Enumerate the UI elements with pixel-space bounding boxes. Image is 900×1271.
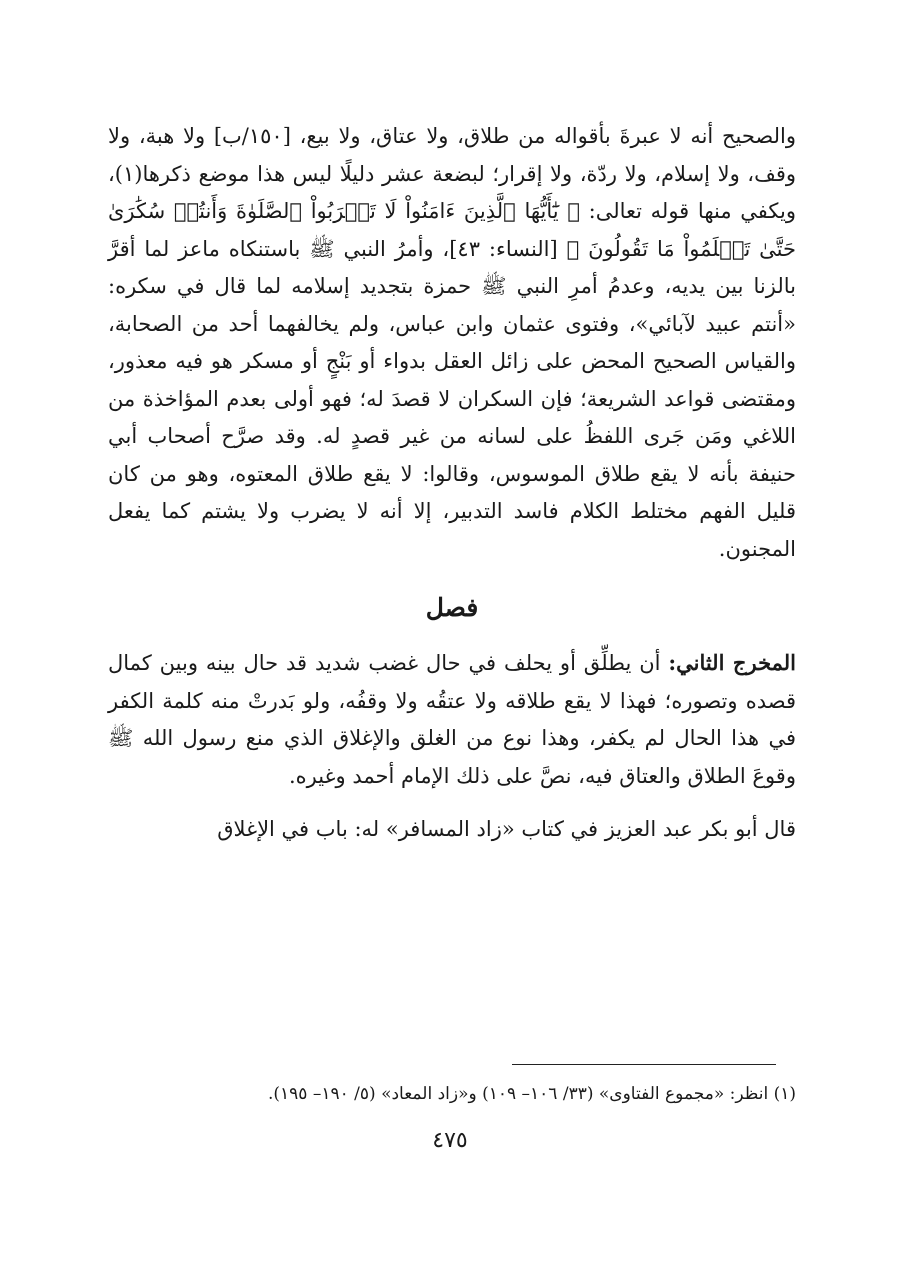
footnote-divider (512, 1064, 776, 1065)
section-heading-fasl: فصل (425, 593, 479, 622)
paragraph-abu-bakr: قال أبو بكر عبد العزيز في كتاب «زاد المسافر» له: باب في الإغلاق (217, 817, 796, 841)
paragraph-lead-term: المخرج الثاني: (668, 650, 796, 675)
paragraph-second-exit (108, 644, 796, 795)
paragraph-sakran-ruling: والصحيح أنه لا عبرةَ بأقواله من طلاق، ولا عتاق، ولا بيع، [١٥٠/ب] ولا هبة، ولا وقف، ولا إسلام، ولا ردّة، ولا إقرار؛ لبضعة عشر دليلًا ليس هذا موضع ذكرها(١)، ويكفي منها قوله تعالى: ﴿ يَٰٓأَيُّهَا ٱلَّذِينَ ءَامَنُواْ لَا تَقۡرَبُواْ ٱلصَّلَوٰةَ وَأَنتُمۡ سُكَٰرَىٰ حَتَّىٰ تَعۡلَمُواْ مَا تَقُولُونَ ﴾ [النساء: ٤٣]، وأمرُ النبي ﷺ باستنكاه ماعز لما أقرَّ بالزنا بين يديه، وعدمُ أمرِ النبي ﷺ حمزة بتجديد إسلامه لما قال في سكره: «أنتم عبيد لآبائي»، وفتوى عثمان وابن عباس، ولم يخالفهما أحد من الصحابة، والقياس الصحيح المحض على زائل العقل بدواء أو بَنْجٍ أو مسكر هو فيه معذور، ومقتضى قواعد الشريعة؛ فإن السكران لا قصدَ له؛ فهو أولى بعدم المؤاخذة من اللاغي ومَن جَرى اللفظُ على لسانه من غير قصدٍ له. وقد صرَّح أصحاب أبي حنيفة بأنه لا يقع طلاق الموسوس، وقالوا: لا يقع طلاق المعتوه، وهو من كان قليل الفهم مختلط الكلام فاسد التدبير، إلا أنه لا يضرب ولا يشتم كما يفعل المجنون. (108, 124, 797, 561)
page-body (108, 118, 796, 849)
paragraph-spacer (108, 795, 796, 811)
footnote: (١) انظر: «مجموع الفتاوى» (٣٣/ ١٠٦– ١٠٩) و«زاد المعاد» (٥/ ١٩٠– ١٩٥). (268, 1084, 796, 1104)
page-number: ٤٧٥ (432, 1128, 468, 1153)
paragraph-second-exit-text: أن يطلِّق أو يحلف في حال غضب شديد قد حال بينه وبين كمال قصده وتصوره؛ فهذا لا يقع طلاقه ولا عتقُه ولا وقفُه، ولو بَدرتْ منه كلمة الكفر في هذا الحال لم يكفر، وهذا نوع من الغلق والإغلاق الذي منع رسول الله ﷺ وقوعَ الطلاق والعتاق فيه، نصَّ على ذلك الإمام أحمد وغيره. (108, 651, 796, 788)
